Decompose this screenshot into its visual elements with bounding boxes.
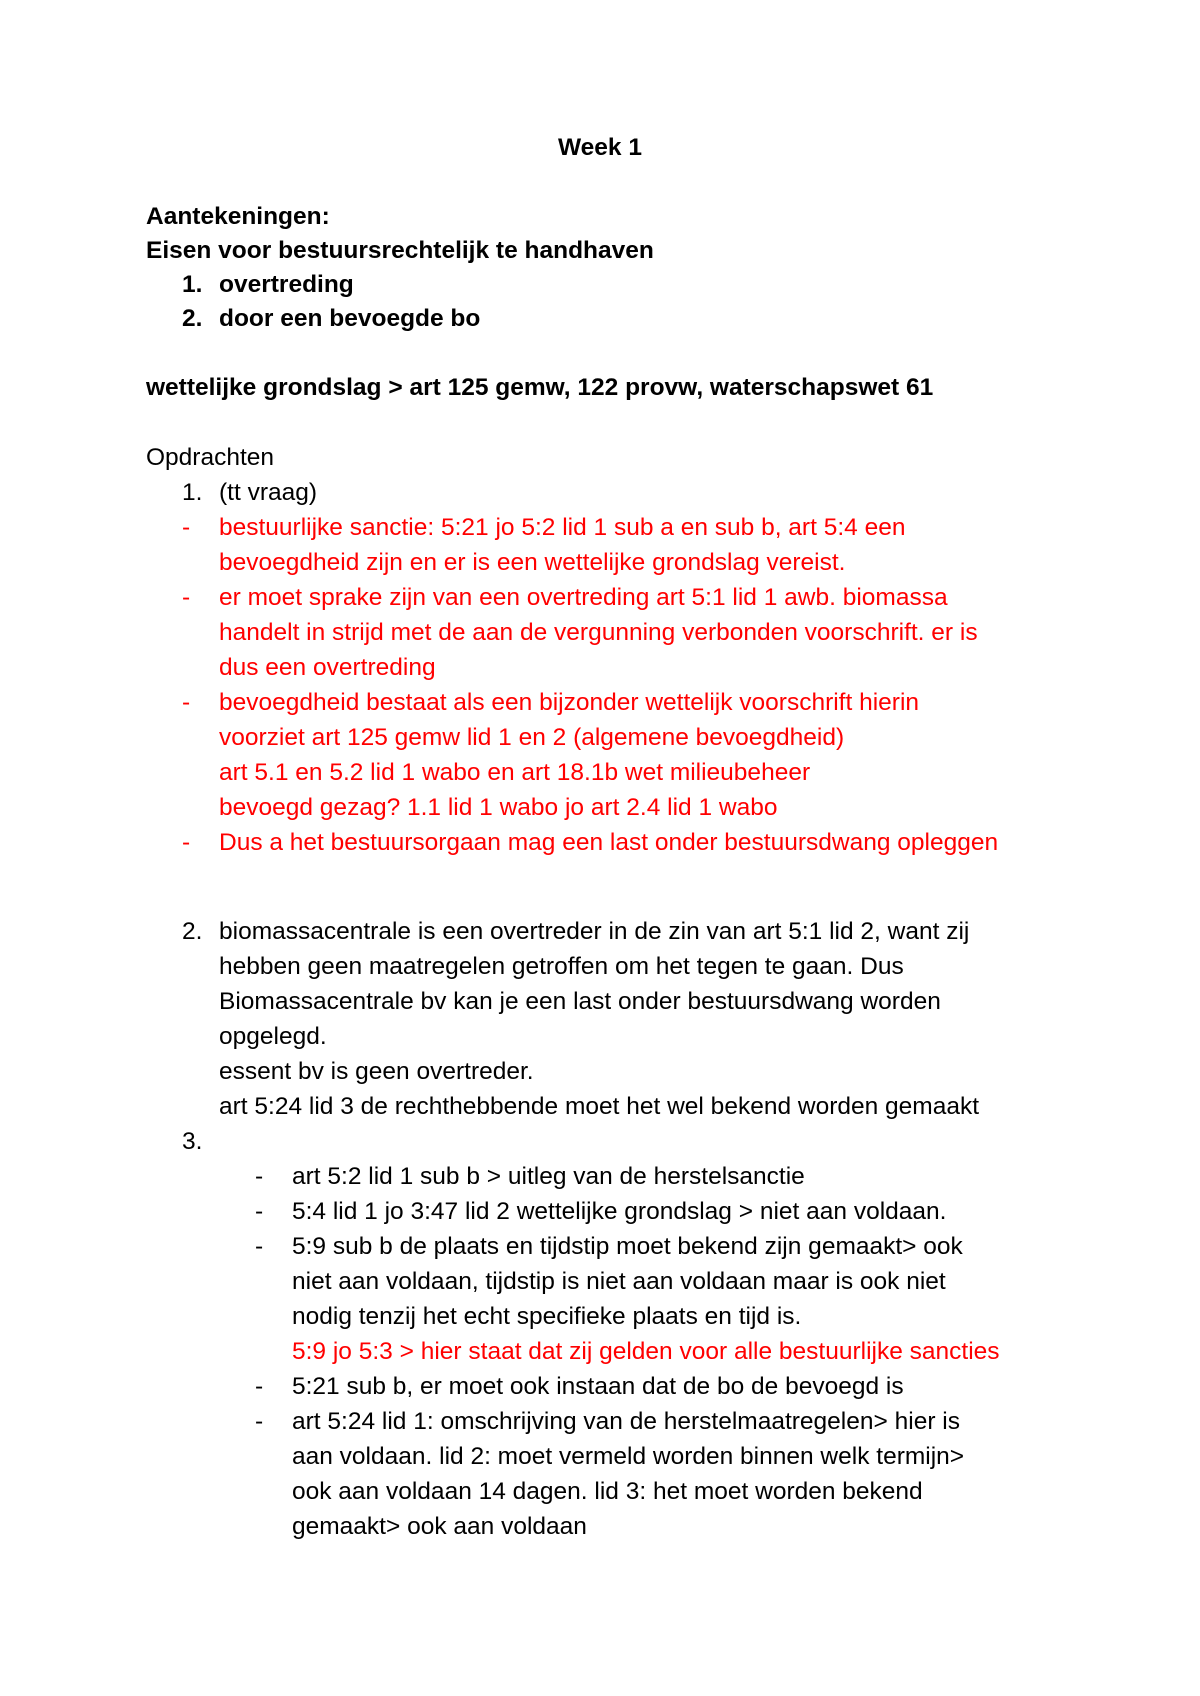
bullet-marker: -	[255, 1233, 264, 1260]
bullet-line: handelt in strijd met de aan de vergunning verbonden voorschrift. er is	[219, 619, 978, 646]
bullet-line: Dus a het bestuursorgaan mag een last onder bestuursdwang opleggen	[219, 829, 999, 856]
bullet-line: 5:21 sub b, er moet ook instaan dat de bo de bevoegd is	[292, 1373, 904, 1400]
paragraph-line: essent bv is geen overtreder.	[219, 1058, 534, 1085]
paragraph-line: hebben geen maatregelen getroffen om het tegen te gaan. Dus	[219, 953, 904, 980]
bullet-line: aan voldaan. lid 2: moet vermeld worden binnen welk termijn>	[292, 1443, 965, 1470]
bullet-marker: -	[182, 514, 191, 541]
bullet-marker: -	[182, 829, 191, 856]
list-item: overtreding	[219, 271, 354, 298]
list-number: 1.	[182, 271, 203, 298]
bullet-line: nodig tenzij het echt specifieke plaats en tijd is.	[292, 1303, 802, 1330]
assignments-heading: Opdrachten	[146, 444, 275, 471]
bullet-line: bevoegd gezag? 1.1 lid 1 wabo jo art 2.4 lid 1 wabo	[219, 794, 778, 821]
bullet-marker: -	[255, 1198, 264, 1225]
bullet-line: dus een overtreding	[219, 654, 436, 681]
bullet-line: bevoegdheid zijn en er is een wettelijke grondslag vereist.	[219, 549, 846, 576]
notes-subheading: Eisen voor bestuursrechtelijk te handhaven	[146, 237, 654, 264]
notes-heading: Aantekeningen:	[146, 203, 330, 230]
bullet-marker: -	[255, 1163, 264, 1190]
list-number: 2.	[182, 918, 203, 945]
bullet-line: art 5:24 lid 1: omschrijving van de herstelmaatregelen> hier is	[292, 1408, 960, 1435]
list-item: (tt vraag)	[219, 479, 318, 506]
paragraph-line: opgelegd.	[219, 1023, 327, 1050]
bullet-marker: -	[182, 689, 191, 716]
bullet-marker: -	[255, 1408, 264, 1435]
page-title: Week 1	[558, 134, 642, 161]
bullet-line: bestuurlijke sanctie: 5:21 jo 5:2 lid 1 sub a en sub b, art 5:4 een	[219, 514, 906, 541]
list-number: 3.	[182, 1128, 203, 1155]
bullet-line: niet aan voldaan, tijdstip is niet aan voldaan maar is ook niet	[292, 1268, 946, 1295]
bullet-line: er moet sprake zijn van een overtreding art 5:1 lid 1 awb. biomassa	[219, 584, 948, 611]
list-number: 2.	[182, 305, 203, 332]
legal-basis-line: wettelijke grondslag > art 125 gemw, 122 provw, waterschapswet 61	[146, 374, 934, 401]
bullet-marker: -	[255, 1373, 264, 1400]
bullet-line: 5:9 sub b de plaats en tijdstip moet bekend zijn gemaakt> ook	[292, 1233, 963, 1260]
bullet-line: voorziet art 125 gemw lid 1 en 2 (algemene bevoegdheid)	[219, 724, 845, 751]
bullet-line: art 5:2 lid 1 sub b > uitleg van de herstelsanctie	[292, 1163, 805, 1190]
paragraph-line: Biomassacentrale bv kan je een last onder bestuursdwang worden	[219, 988, 941, 1015]
bullet-line: ook aan voldaan 14 dagen. lid 3: het moet worden bekend	[292, 1478, 923, 1505]
paragraph-line: art 5:24 lid 3 de rechthebbende moet het wel bekend worden gemaakt	[219, 1093, 980, 1120]
paragraph-line: biomassacentrale is een overtreder in de zin van art 5:1 lid 2, want zij	[219, 918, 970, 945]
list-item: door een bevoegde bo	[219, 305, 481, 332]
bullet-line: bevoegdheid bestaat als een bijzonder wettelijk voorschrift hierin	[219, 689, 920, 716]
bullet-line: art 5.1 en 5.2 lid 1 wabo en art 18.1b wet milieubeheer	[219, 759, 811, 786]
bullet-marker: -	[182, 584, 191, 611]
bullet-line-red: 5:9 jo 5:3 > hier staat dat zij gelden voor alle bestuurlijke sancties	[292, 1338, 1000, 1365]
bullet-line: gemaakt> ook aan voldaan	[292, 1513, 587, 1540]
list-number: 1.	[182, 479, 203, 506]
bullet-line: 5:4 lid 1 jo 3:47 lid 2 wettelijke grondslag > niet aan voldaan.	[292, 1198, 947, 1225]
